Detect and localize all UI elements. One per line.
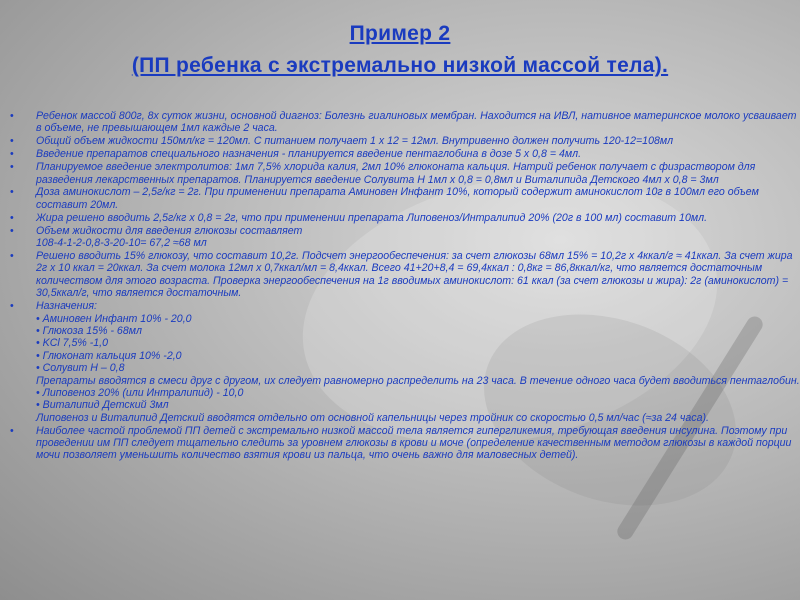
list-item: • Доза аминокислот – 2,5г/кг = 2г. При применении препарата Аминовен Инфант 10%, который содержит аминокислот 10г в 100мл его объем составит 20мл. — [10, 186, 800, 211]
title-line-2: (ПП ребенка с экстремально низкой массой тела). — [131, 54, 669, 77]
list-item: • Общий объем жидкости 150мл/кг = 120мл. С питанием получает 1 х 12 = 12мл. Внутривенно должен получить 120-12=108мл — [10, 135, 800, 147]
list-item: • Жира решено вводить 2,5г/кг х 0,8 = 2г, что при применении препарата Липовеноз/Интралипид 20% (20г в 100 мл) составит 10мл. — [10, 212, 800, 224]
list-item: • Планируемое введение электролитов: 1мл 7,5% хлорида калия, 2мл 10% глюконата кальция. Натрий ребенок получает с физраствором для разведения лекарственных препаратов. Планируется введение Солувита Н 1мл х 0,8 = 0,8мл и Виталипида Детского 4мл х 0,8 = 3мл — [10, 161, 800, 186]
list-item: • Решено вводить 15% глюкозу, что составит 10,2г. Подсчет энергообеспечения: за счет глюкозы 68мл 15% = 10,2г х 4ккал/г ≈ 41ккал. За счет жира 2г х 10 ккал = 20ккал. За счет молока 12мл х 0,7ккал/мл = 8,4ккал. Всего 41+20+8,4 = 69,4ккал : 0,8кг = 86,8ккал/кг, что является достаточным количеством для этого возраста. Проверка энергообеспечения на 1г вводимых аминокислот: 61 ккал (за счет глюкозы и жира): 2г (аминокислот) = 30,5ккал/г, что является достаточным. — [10, 250, 800, 300]
list-item: • Наиболее частой проблемой ПП детей с экстремально низкой массой тела является гипергликемия, требующая введения инсулина. Поэтому при проведении им ПП следует тщательно следить за уровнем глюкозы в крови и моче (определение качественным методом глюкозы в каждой порции мочи позволяет уменьшить количество взятия крови из пальца, что очень важно для маловесных детей). — [10, 425, 800, 462]
list-item: • Ребенок массой 800г, 8х суток жизни, основной диагноз: Болезнь гиалиновых мембран. Находится на ИВЛ, нативное материнское молоко усваивает в объеме, не превышающем 1мл каждые 2 часа. — [10, 110, 800, 135]
list-item: • Объем жидкости для введения глюкозы составляет 108-4-1-2-0,8-3-20-10= 67,2 ≈68 мл — [10, 225, 800, 250]
title-line-1: Пример 2 — [349, 22, 451, 45]
bullet-list — [10, 110, 800, 462]
slide-title — [0, 18, 800, 82]
list-item: • Введение препаратов специального назначения - планируется введение пентаглобина в дозе 5 х 0,8 = 4мл. — [10, 148, 800, 160]
list-item: • Назначения: • Аминовен Инфант 10% - 20,0 • Глюкоза 15% - 68мл • KCl 7,5% -1,0 • Глюконат кальция 10% -2,0 • Солувит Н – 0,8 Препараты вводятся в смеси друг с другом, их следует равномерно распределить на 23 часа. В течение одного часа будет вводиться пентаглобин. • Липовеноз 20% (или Интралипид) - 10,0 • Виталипид Детский 3мл Липовеноз и Виталипид Детский вводятся отдельно от основной капельницы через тройник со скоростью 0,5 мл/час (≈за 24 часа). — [10, 300, 800, 424]
